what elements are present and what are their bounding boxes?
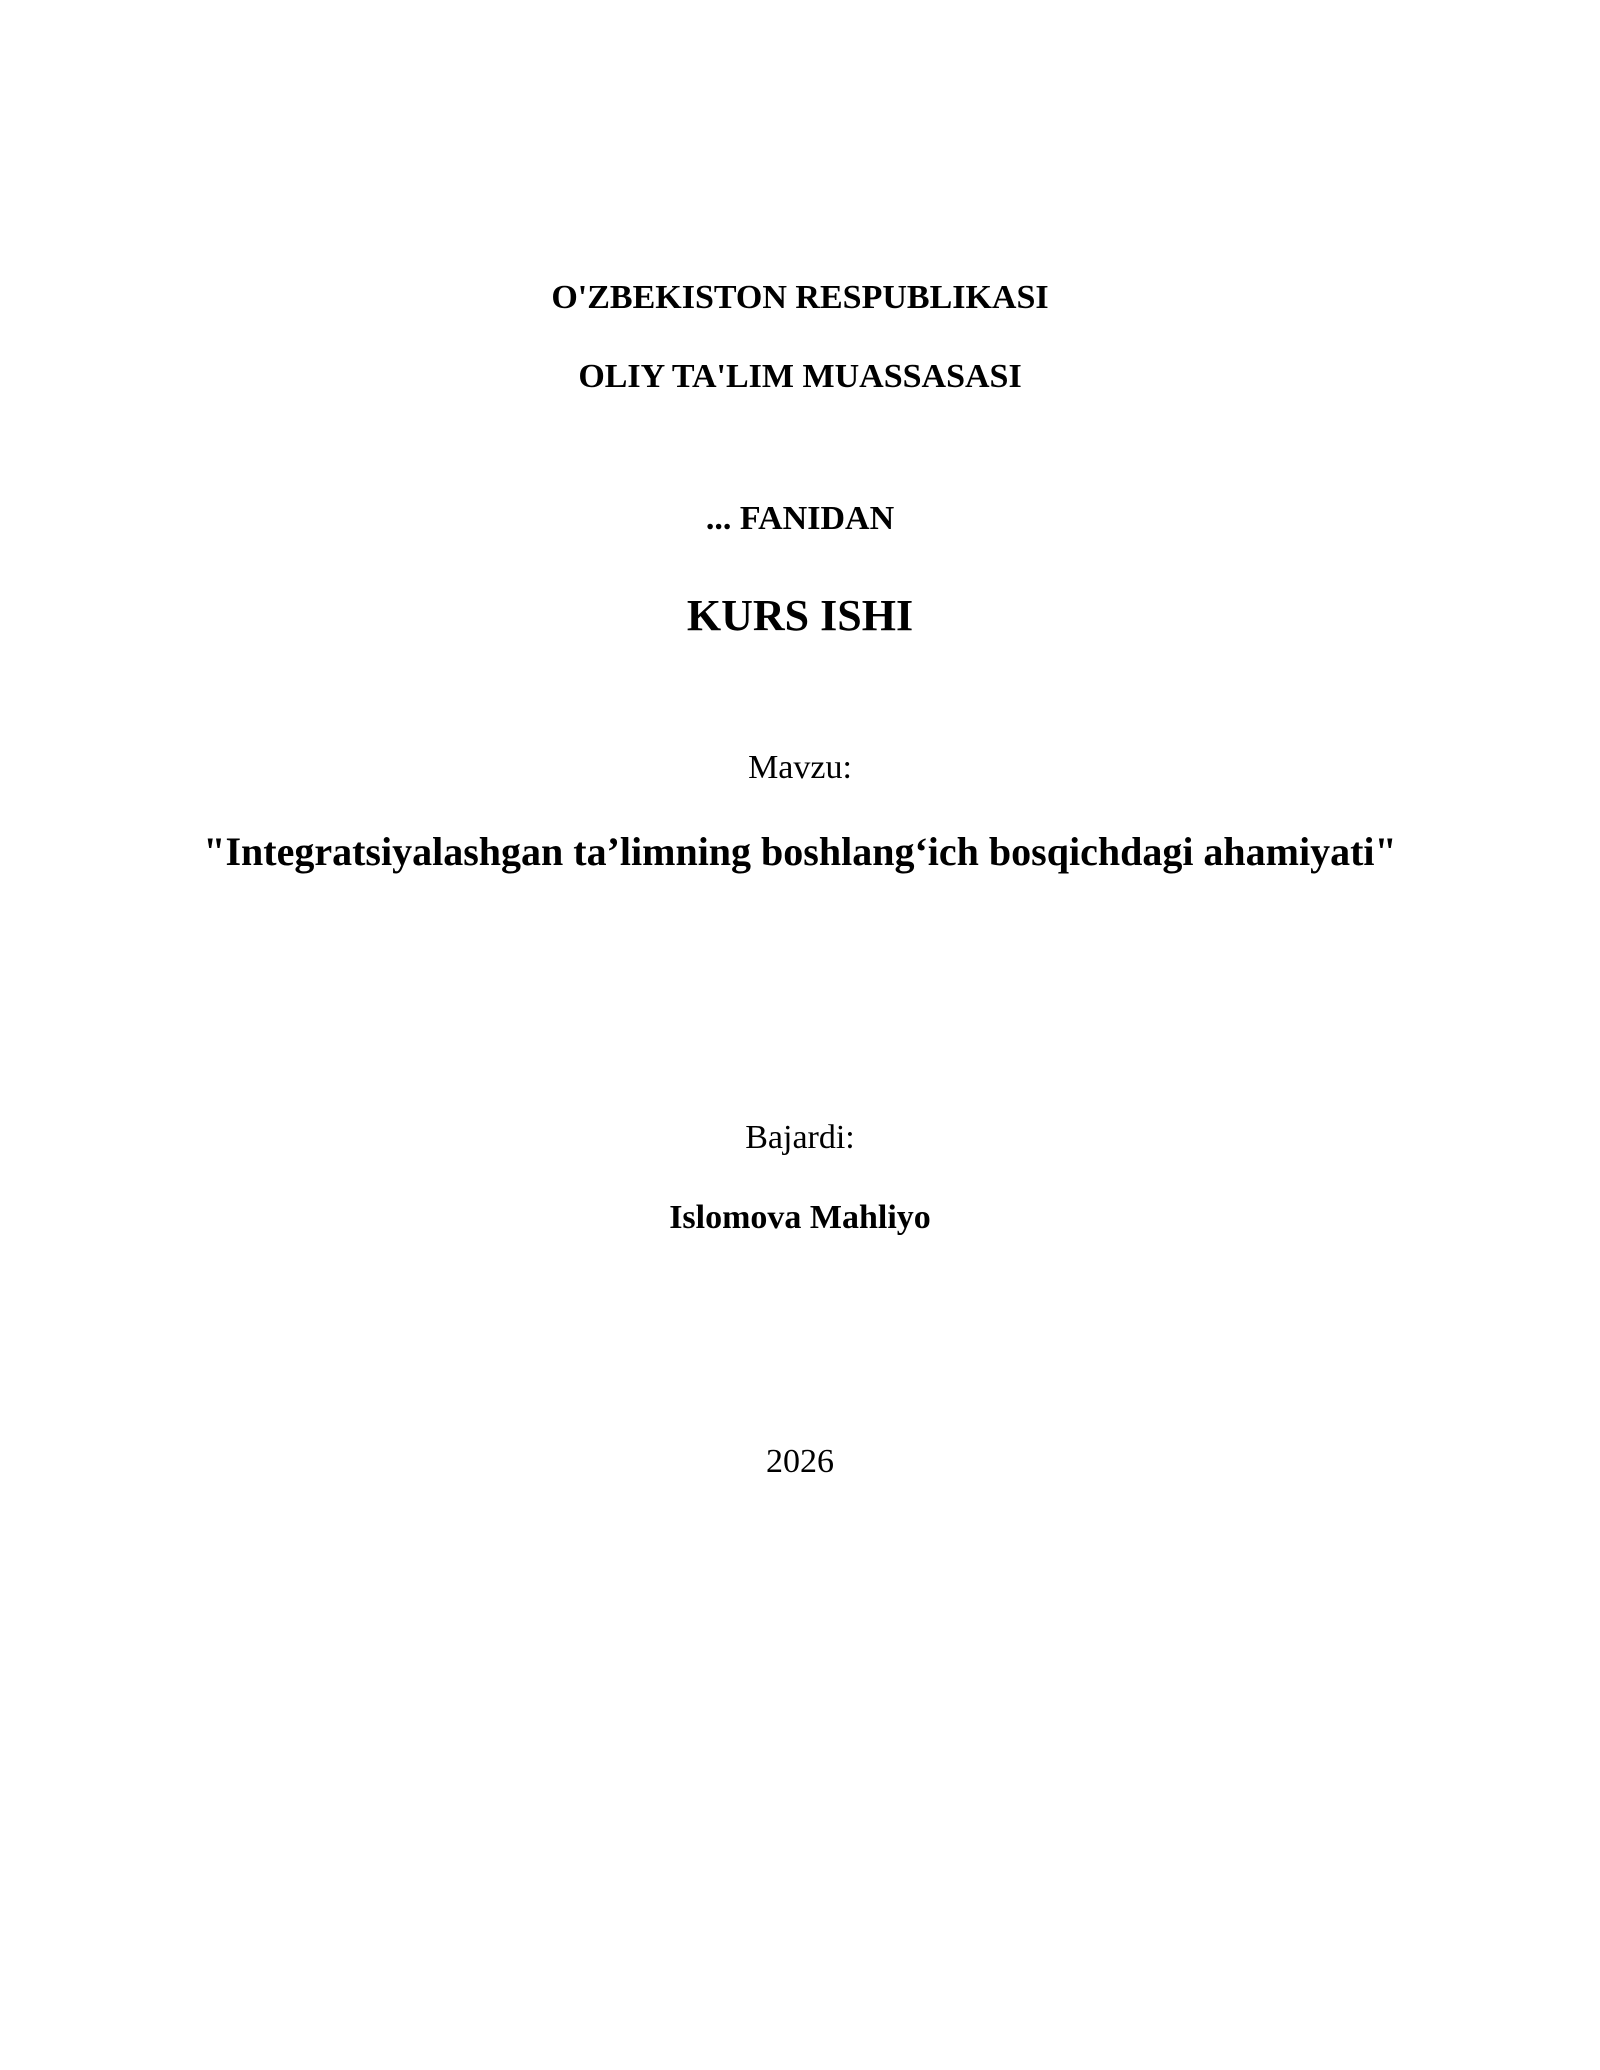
author-name: Islomova Mahliyo <box>669 1199 931 1236</box>
author-label: Bajardi: <box>745 1119 855 1156</box>
institution-heading: OLIY TA'LIM MUASSASASI <box>578 358 1022 395</box>
document-type-title: KURS ISHI <box>686 591 914 640</box>
topic-label: Mavzu: <box>748 749 852 786</box>
republic-heading: O'ZBEKISTON RESPUBLIKASI <box>551 279 1049 316</box>
topic-title: "Integratsiyalashgan ta’limning boshlang‘ich bosqichdagi ahamiyati" <box>203 829 1397 874</box>
subject-line: ... FANIDAN <box>705 500 895 537</box>
year: 2026 <box>766 1443 834 1480</box>
